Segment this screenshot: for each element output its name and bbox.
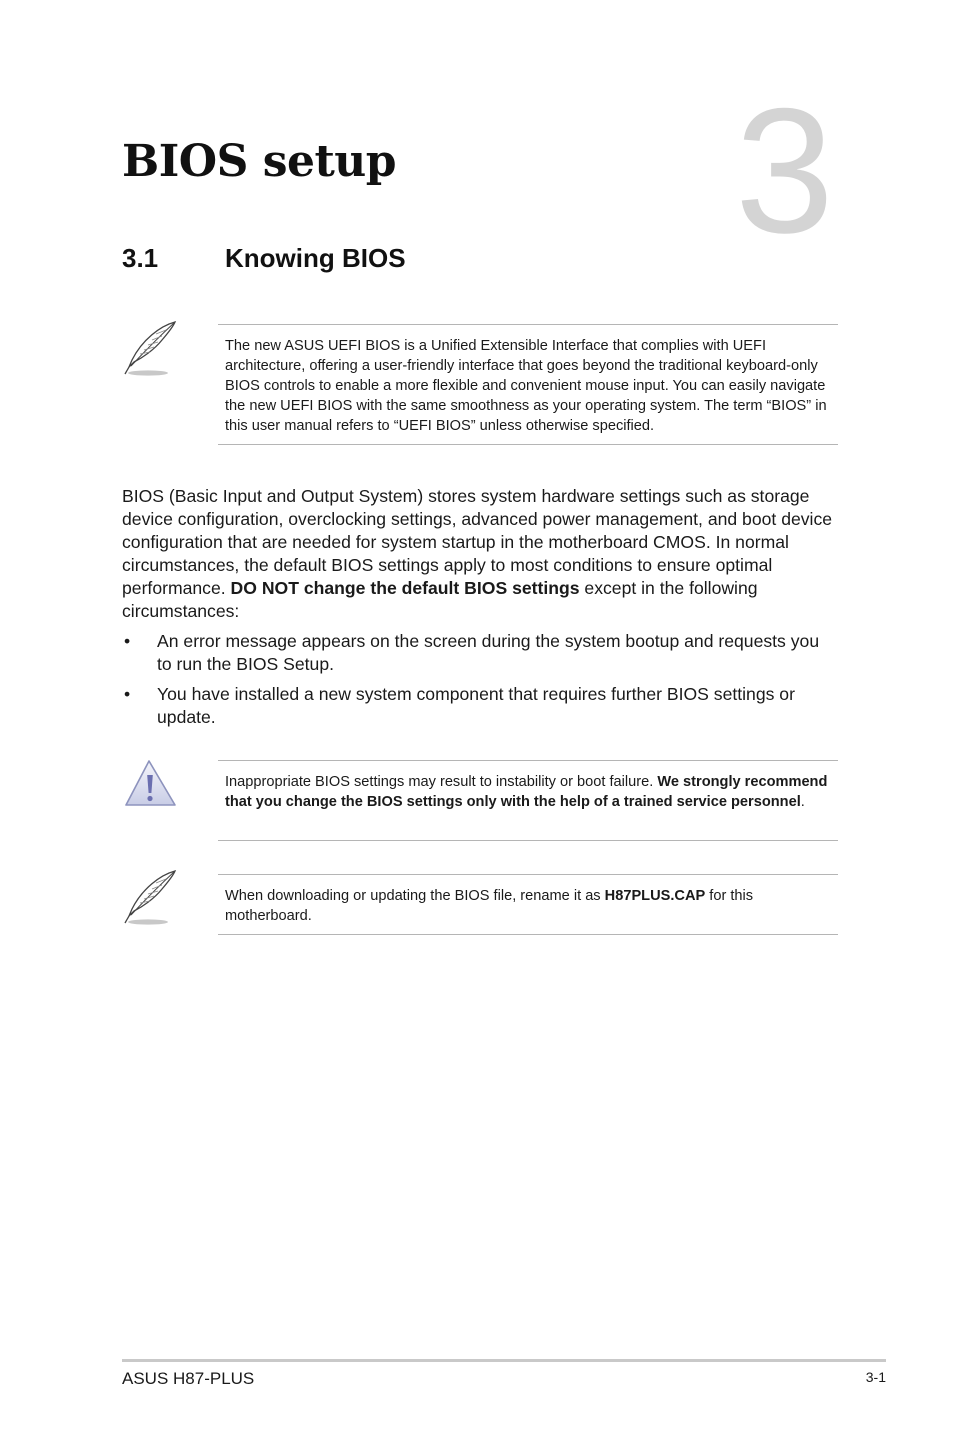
warning-box (218, 760, 838, 841)
footer-rule (122, 1359, 886, 1362)
note-bold-text: H87PLUS.CAP (604, 888, 706, 904)
bullet-marker: • (124, 631, 131, 651)
note-text: The new ASUS UEFI BIOS is a Unified Extensible Interface that complies with UEFI architecture, offering a user-friendly interface that goes beyond the traditional keyboard-only BIOS controls to enable a more flexible and convenient mouse input. You can easily navigate the new UEFI BIOS with the same smoothness as your operating system. The term “BIOS” in this user manual refers to “UEFI BIOS” unless otherwise specified. (225, 338, 827, 434)
list-item (122, 630, 837, 676)
note-box (218, 874, 838, 935)
list-item-text: You have installed a new system component that requires further BIOS settings or update. (157, 684, 795, 727)
note-box (218, 324, 838, 445)
note-text-end: for this motherboard. (225, 888, 754, 924)
footer-product-name: ASUS H87-PLUS (122, 1369, 255, 1388)
intro-paragraph (122, 485, 837, 623)
warning-bold-text: We strongly recommend that you change the BIOS settings only with the help of a trained service personnel (225, 774, 828, 810)
warning-text-end: . (800, 794, 805, 810)
chapter-title: BIOS setup (122, 136, 397, 187)
section-number: 3.1 (122, 243, 159, 273)
note-text: When downloading or updating the BIOS file, rename it as (225, 888, 601, 904)
feather-pen-icon (120, 320, 180, 380)
list-item (122, 683, 837, 729)
warning-text: Inappropriate BIOS settings may result to instability or boot failure. (225, 774, 654, 790)
section-title: Knowing BIOS (225, 243, 406, 273)
page-number: 3-1 (865, 1369, 886, 1385)
feather-pen-icon (120, 869, 180, 929)
intro-text-end: except in the following circumstances: (122, 578, 758, 621)
bullet-list (122, 630, 837, 736)
bullet-marker: • (124, 684, 131, 704)
section-heading (122, 243, 406, 273)
intro-bold-text: DO NOT change the default BIOS settings (230, 578, 580, 598)
list-item-text: An error message appears on the screen during the system bootup and requests you to run the BIOS Setup. (157, 631, 820, 674)
warning-triangle-icon (124, 758, 184, 818)
chapter-number: 3 (735, 71, 834, 270)
intro-text: BIOS (Basic Input and Output System) stores system hardware settings such as storage device configuration, overclocking settings, advanced power management, and boot device configuration that are needed for system startup in the motherboard CMOS. In normal circumstances, the default BIOS settings apply to most conditions to ensure optimal performance. (122, 486, 833, 598)
